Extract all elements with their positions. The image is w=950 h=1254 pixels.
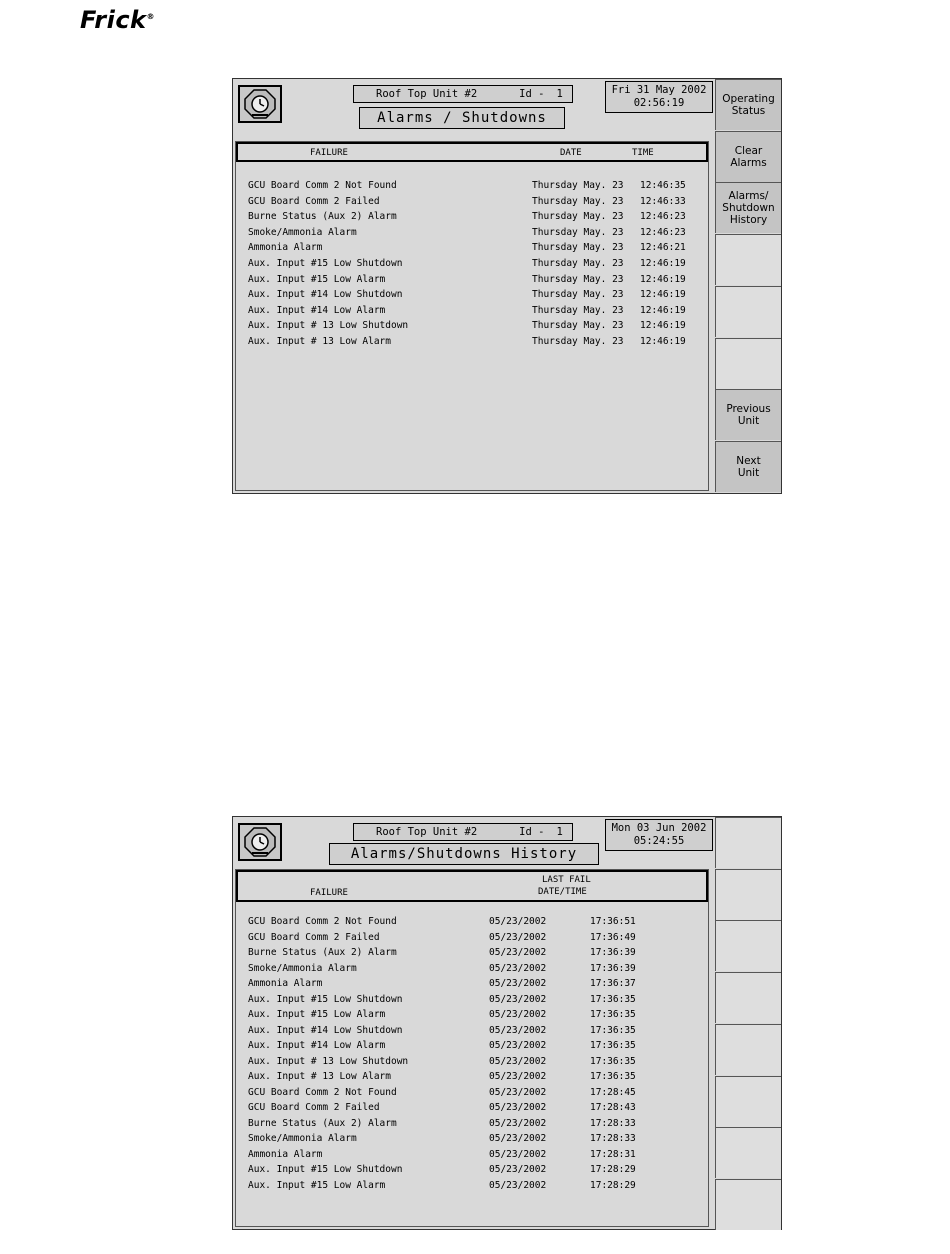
table-row [236,1149,710,1165]
softkey-previous-unit[interactable]: Previous Unit [715,389,781,440]
unit-selector [353,85,573,103]
date-cell: 05/23/2002 [489,1133,547,1144]
failure-cell: Aux. Input #15 Low Shutdown [248,993,403,1005]
table-header [236,870,708,902]
table-header [236,142,708,162]
time-cell: 17:36:35 [590,1071,636,1082]
softkey-blank-2[interactable] [715,869,781,920]
time-cell: 12:46:19 [640,289,686,301]
failure-cell: Aux. Input #15 Low Alarm [248,1009,386,1020]
failure-cell: Burne Status (Aux 2) Alarm [248,947,397,958]
time-cell: 12:46:23 [640,226,686,238]
alarms-shutdowns-screen [232,78,782,494]
failure-cell: Aux. Input #14 Low Shutdown [248,289,403,301]
failure-cell: GCU Board Comm 2 Failed [248,1102,380,1113]
page-title: Alarms/Shutdowns History [329,843,599,865]
alarm-list-panel [235,141,709,491]
date-cell: Thursday May. 23 [532,195,624,207]
date-line: Mon 03 Jun 2002 [611,822,707,834]
time-line: 05:24:55 [633,835,685,847]
table-row [236,305,710,321]
date-cell: Thursday May. 23 [532,242,624,254]
table-row [236,196,710,212]
header-date-time: DATE/TIME [538,887,587,897]
failure-cell: Smoke/Ammonia Alarm [248,226,357,238]
softkey-blank-5[interactable] [715,1024,781,1075]
time-cell: 17:36:37 [590,978,636,989]
time-cell: 12:46:19 [640,258,686,269]
time-cell: 12:46:35 [640,180,686,191]
table-row [236,1087,710,1103]
table-row [236,947,710,963]
failure-cell: Aux. Input #15 Low Shutdown [248,258,403,269]
table-row [236,242,710,258]
table-row [236,258,710,274]
date-cell: 05/23/2002 [489,947,547,958]
time-line: 02:56:19 [633,97,685,109]
date-line: Fri 31 May 2002 [611,84,707,96]
failure-cell: GCU Board Comm 2 Failed [248,195,380,207]
failure-cell: Aux. Input # 13 Low Shutdown [248,320,409,332]
failure-cell: GCU Board Comm 2 Not Found [248,916,397,927]
failure-cell: Smoke/Ammonia Alarm [248,962,357,974]
failure-cell: GCU Board Comm 2 Not Found [248,180,397,191]
failure-cell: Burne Status (Aux 2) Alarm [248,211,397,223]
date-cell: 05/23/2002 [489,978,547,989]
table-row [236,994,710,1010]
failure-cell: Aux. Input #15 Low Alarm [248,273,386,285]
failure-cell: Smoke/Ammonia Alarm [248,1133,357,1144]
softkey-blank-4[interactable] [715,972,781,1023]
softkey-blank-7[interactable] [715,1127,781,1178]
softkey-blank-6[interactable] [715,1076,781,1127]
time-cell: 17:28:45 [590,1086,636,1098]
date-cell: Thursday May. 23 [532,211,624,223]
failure-cell: Aux. Input # 13 Low Alarm [248,336,391,347]
time-cell: 17:28:29 [590,1164,636,1175]
softkey-blank-6[interactable] [715,338,781,389]
softkey-blank-1[interactable] [715,817,781,868]
table-row [236,1118,710,1134]
date-cell: 05/23/2002 [489,1071,547,1082]
header-failure: FAILURE [310,888,348,898]
time-cell: 17:28:43 [590,1102,636,1113]
date-cell: 05/23/2002 [489,1102,547,1113]
date-cell: Thursday May. 23 [532,289,624,301]
time-cell: 17:36:35 [590,1009,636,1020]
table-row [236,1056,710,1072]
failure-cell: Ammonia Alarm [248,1148,323,1160]
failure-cell: Ammonia Alarm [248,978,323,989]
table-row [236,1180,710,1196]
time-cell: 17:28:33 [590,1117,636,1129]
time-cell: 17:28:33 [590,1133,636,1144]
table-row [236,320,710,336]
table-row [236,1102,710,1118]
time-cell: 17:28:31 [590,1148,636,1160]
time-cell: 12:46:23 [640,211,686,223]
failure-cell: Aux. Input #15 Low Alarm [248,1179,386,1191]
id-label: Id - [519,826,545,838]
page-title: Alarms / Shutdowns [359,107,565,129]
id-value: 1 [556,826,563,838]
failure-cell: Aux. Input #14 Low Alarm [248,304,386,316]
date-cell: 05/23/2002 [489,1117,547,1129]
failure-cell: Aux. Input #14 Low Shutdown [248,1024,403,1036]
softkey-clear-alarms[interactable]: Clear Alarms [715,131,781,182]
failure-cell: Aux. Input # 13 Low Shutdown [248,1055,409,1067]
time-cell: 12:46:19 [640,320,686,332]
time-cell: 17:36:35 [590,993,636,1005]
failure-cell: Aux. Input #15 Low Shutdown [248,1164,403,1175]
date-cell: Thursday May. 23 [532,258,624,269]
softkey-blank-8[interactable] [715,1179,781,1230]
failure-cell: GCU Board Comm 2 Not Found [248,1086,397,1098]
header-last-fail: LAST FAIL [542,875,591,885]
failure-cell: GCU Board Comm 2 Failed [248,931,380,943]
softkey-next-unit[interactable]: Next Unit [715,441,781,492]
frick-logo: Frick® [80,6,156,34]
time-cell: 17:36:49 [590,931,636,943]
table-row [236,1040,710,1056]
date-cell: Thursday May. 23 [532,226,624,238]
alarms-history-screen [232,816,782,1230]
date-cell: 05/23/2002 [489,1086,547,1098]
softkey-blank-3[interactable] [715,920,781,971]
time-cell: 17:36:51 [590,916,636,927]
failure-cell: Aux. Input # 13 Low Alarm [248,1071,391,1082]
time-cell: 17:36:35 [590,1055,636,1067]
date-cell: 05/23/2002 [489,931,547,943]
time-cell: 12:46:21 [640,242,686,254]
header-failure: FAILURE [310,148,348,158]
table-row [236,963,710,979]
header-date: DATE [560,148,582,158]
date-cell: Thursday May. 23 [532,273,624,285]
header-time: TIME [632,148,654,158]
time-cell: 17:36:35 [590,1040,636,1051]
date-cell: Thursday May. 23 [532,304,624,316]
unit-selector [353,823,573,841]
date-cell: Thursday May. 23 [532,180,624,191]
history-list-panel [235,869,709,1227]
table-row [236,227,710,243]
softkey-operating-status[interactable]: Operating Status [715,79,781,130]
failure-cell: Ammonia Alarm [248,242,323,254]
softkey-blank-5[interactable] [715,286,781,337]
table-row [236,932,710,948]
time-cell: 17:36:39 [590,947,636,958]
date-cell: 05/23/2002 [489,916,547,927]
unit-name: Roof Top Unit #2 [376,88,478,100]
date-cell: 05/23/2002 [489,1024,547,1036]
time-cell: 12:46:19 [640,336,686,347]
date-cell: 05/23/2002 [489,1148,547,1160]
date-cell: Thursday May. 23 [532,320,624,332]
time-cell: 17:36:35 [590,1024,636,1036]
time-cell: 17:28:29 [590,1179,636,1191]
table-row [236,1133,710,1149]
date-cell: 05/23/2002 [489,1055,547,1067]
table-row [236,289,710,305]
alarm-clock-icon[interactable] [238,85,282,123]
unit-name: Roof Top Unit #2 [376,826,478,838]
id-label: Id - [519,88,545,100]
table-row [236,978,710,994]
date-cell: 05/23/2002 [489,1040,547,1051]
date-cell: 05/23/2002 [489,962,547,974]
table-row [236,1025,710,1041]
failure-cell: Aux. Input #14 Low Alarm [248,1040,386,1051]
softkey-blank-4[interactable] [715,234,781,285]
datetime-display [605,81,713,113]
time-cell: 17:36:39 [590,962,636,974]
time-cell: 12:46:19 [640,304,686,316]
table-row [236,180,710,196]
time-cell: 12:46:19 [640,273,686,285]
alarm-clock-icon[interactable] [238,823,282,861]
table-row [236,274,710,290]
date-cell: 05/23/2002 [489,1179,547,1191]
softkey-alarms-shutdown-history[interactable]: Alarms/ Shutdown History [715,182,781,233]
date-cell: 05/23/2002 [489,1164,547,1175]
time-cell: 12:46:33 [640,195,686,207]
datetime-display [605,819,713,851]
table-row [236,336,710,352]
date-cell: 05/23/2002 [489,1009,547,1020]
table-row [236,1071,710,1087]
table-row [236,1164,710,1180]
id-value: 1 [556,88,563,100]
date-cell: 05/23/2002 [489,993,547,1005]
failure-cell: Burne Status (Aux 2) Alarm [248,1117,397,1129]
table-row [236,916,710,932]
table-row [236,211,710,227]
table-row [236,1009,710,1025]
date-cell: Thursday May. 23 [532,336,624,347]
